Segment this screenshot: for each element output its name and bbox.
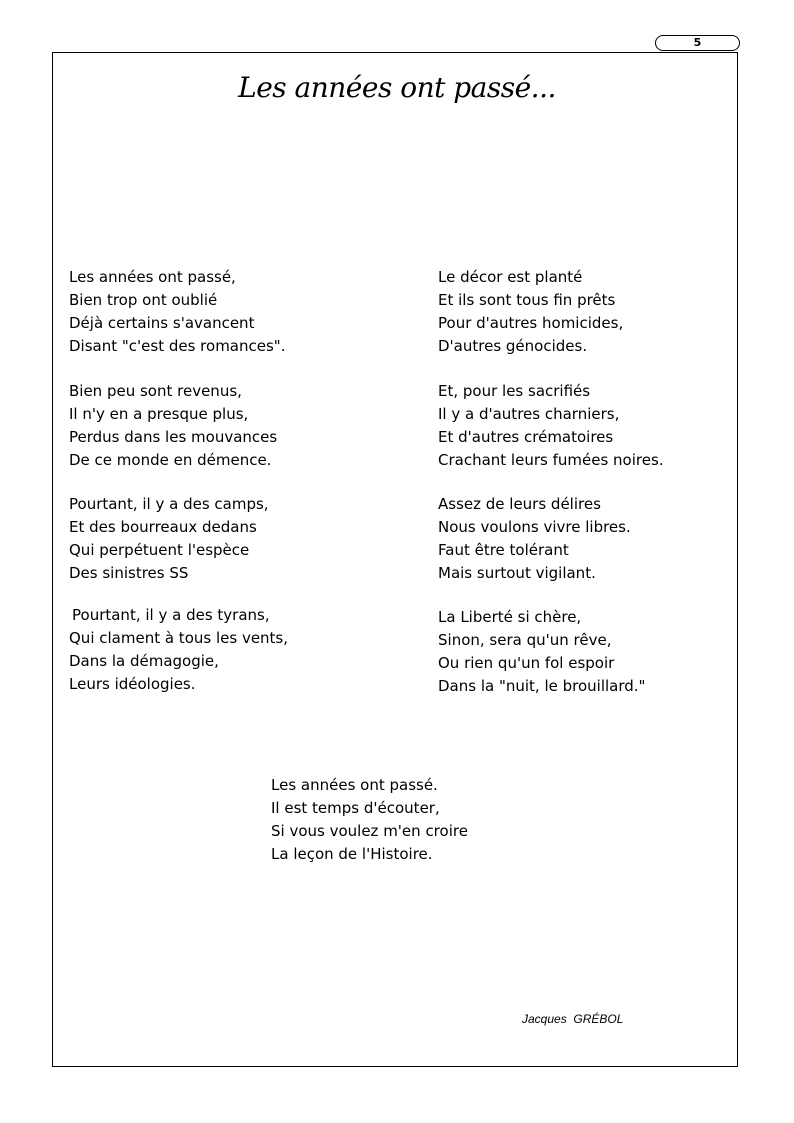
page-number: 5 — [655, 35, 740, 51]
verse-line: D'autres génocides. — [438, 337, 588, 355]
verse-line: Des sinistres SS — [69, 564, 189, 582]
verse-line: Faut être tolérant — [438, 541, 569, 559]
stanza-final — [271, 774, 468, 866]
verse-line: Les années ont passé, — [69, 268, 236, 286]
stanza-right-1 — [438, 266, 623, 358]
verse-line: Perdus dans les mouvances — [69, 428, 278, 446]
verse-line: Déjà certains s'avancent — [69, 314, 255, 332]
verse-line: Et d'autres crématoires — [438, 428, 614, 446]
verse-line: Et ils sont tous fin prêts — [438, 291, 616, 309]
verse-line: Le décor est planté — [438, 268, 583, 286]
poem-title: Les années ont passé... — [238, 71, 556, 104]
verse-line: Pourtant, il y a des camps, — [69, 495, 269, 513]
verse-line: Pourtant, il y a des tyrans, — [72, 606, 270, 624]
verse-line: Crachant leurs fumées noires. — [438, 451, 664, 469]
stanza-right-2 — [438, 380, 664, 472]
stanza-left-1 — [69, 266, 285, 358]
verse-line: Nous voulons vivre libres. — [438, 518, 631, 536]
verse-line: Leurs idéologies. — [69, 675, 196, 693]
verse-line: Assez de leurs délires — [438, 495, 601, 513]
author-signature: Jacques GRÉBOL — [522, 1012, 624, 1026]
verse-line: Bien peu sont revenus, — [69, 382, 242, 400]
verse-line: Pour d'autres homicides, — [438, 314, 624, 332]
verse-line: Qui clament à tous les vents, — [69, 629, 289, 647]
stanza-right-4 — [438, 606, 645, 698]
verse-line: Il n'y en a presque plus, — [69, 405, 249, 423]
verse-line: Et des bourreaux dedans — [69, 518, 257, 536]
verse-line: Disant "c'est des romances". — [69, 337, 286, 355]
verse-line: Qui perpétuent l'espèce — [69, 541, 250, 559]
verse-line: La leçon de l'Histoire. — [271, 845, 433, 863]
stanza-right-3 — [438, 493, 631, 585]
stanza-left-3 — [69, 493, 269, 585]
verse-line: Mais surtout vigilant. — [438, 564, 596, 582]
verse-line: Sinon, sera qu'un rêve, — [438, 631, 612, 649]
verse-line: Dans la "nuit, le brouillard." — [438, 677, 646, 695]
verse-line: Si vous voulez m'en croire — [271, 822, 468, 840]
verse-line: Et, pour les sacrifiés — [438, 382, 591, 400]
verse-line: Ou rien qu'un fol espoir — [438, 654, 615, 672]
verse-line: Bien trop ont oublié — [69, 291, 218, 309]
verse-line: La Liberté si chère, — [438, 608, 582, 626]
stanza-left-4 — [69, 604, 288, 696]
verse-line: Il est temps d'écouter, — [271, 799, 440, 817]
verse-line: Il y a d'autres charniers, — [438, 405, 620, 423]
stanza-left-2 — [69, 380, 277, 472]
verse-line: Les années ont passé. — [271, 776, 438, 794]
verse-line: De ce monde en démence. — [69, 451, 272, 469]
verse-line: Dans la démagogie, — [69, 652, 219, 670]
